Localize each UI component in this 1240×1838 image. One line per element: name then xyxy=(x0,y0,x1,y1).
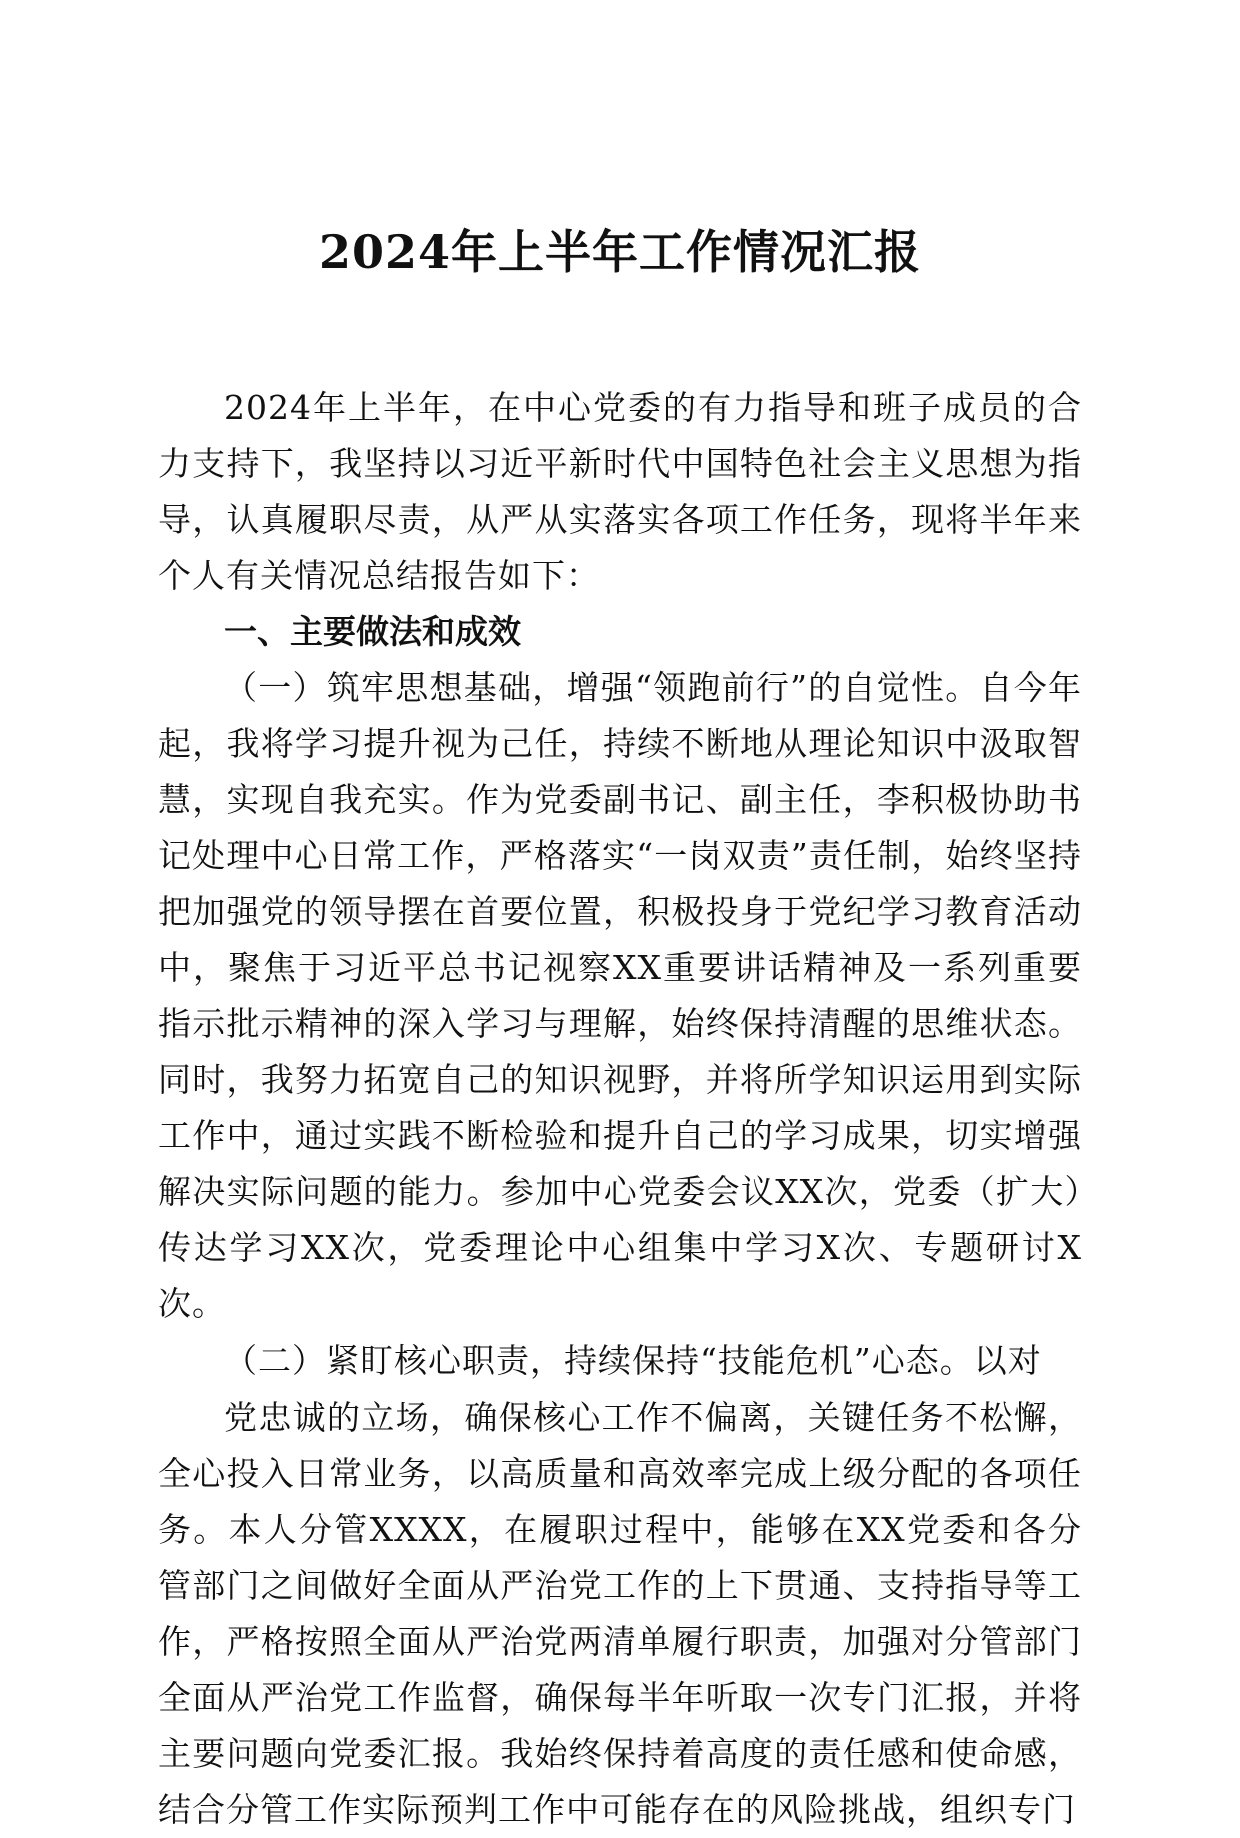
document-title: 2024年上半年工作情况汇报 xyxy=(318,225,922,279)
subsection-2-heading: （二）紧盯核心职责，持续保持“技能危机”心态。以对 xyxy=(224,1341,1042,1380)
document-body xyxy=(158,380,1082,1838)
subsection-1-paragraph: （一）筑牢思想基础，增强“领跑前行”的自觉性。自今年起，我将学习提升视为己任，持续不断地从理论知识中汲取智慧，实现自我充实。作为党委副书记、副主任，李积极协助书记处理中心日常工作，严格落实“一岗双责”责任制，始终坚持把加强党的领导摆在首要位置，积极投身于党纪学习教育活动中，聚焦于习近平总书记视察XX重要讲话精神及一系列重要指示批示精神的深入学习与理解，始终保持清醒的思维状态。同时，我努力拓宽自己的知识视野，并将所学知识运用到实际工作中，通过实践不断检验和提升自己的学习成果，切实增强解决实际问题的能力。参加中心党委会议XX次，党委（扩大）传达学习XX次，党委理论中心组集中学习X次、专题研讨X次。 xyxy=(158,668,1082,1323)
intro-paragraph: 2024年上半年，在中心党委的有力指导和班子成员的合力支持下，我坚持以习近平新时代中国特色社会主义思想为指导，认真履职尽责，从严从实落实各项工作任务，现将半年来个人有关情况总结报告如下： xyxy=(158,388,1082,595)
section-heading: 一、主要做法和成效 xyxy=(224,612,521,651)
subsection-2-paragraph: 党忠诚的立场，确保核心工作不偏离，关键任务不松懈，全心投入日常业务，以高质量和高效率完成上级分配的各项任务。本人分管XXXX，在履职过程中，能够在XX党委和各分管部门之间做好全面从严治党工作的上下贯通、支持指导等工作，严格按照全面从严治党两清单履行职责，加强对分管部门全面从严治党工作监督，确保每半年听取一次专门汇报，并将主要问题向党委汇报。我始终保持着高度的责任感和使命感，结合分管工作实际预判工作中可能存在的风险挑战，组织专门 xyxy=(158,1398,1082,1829)
